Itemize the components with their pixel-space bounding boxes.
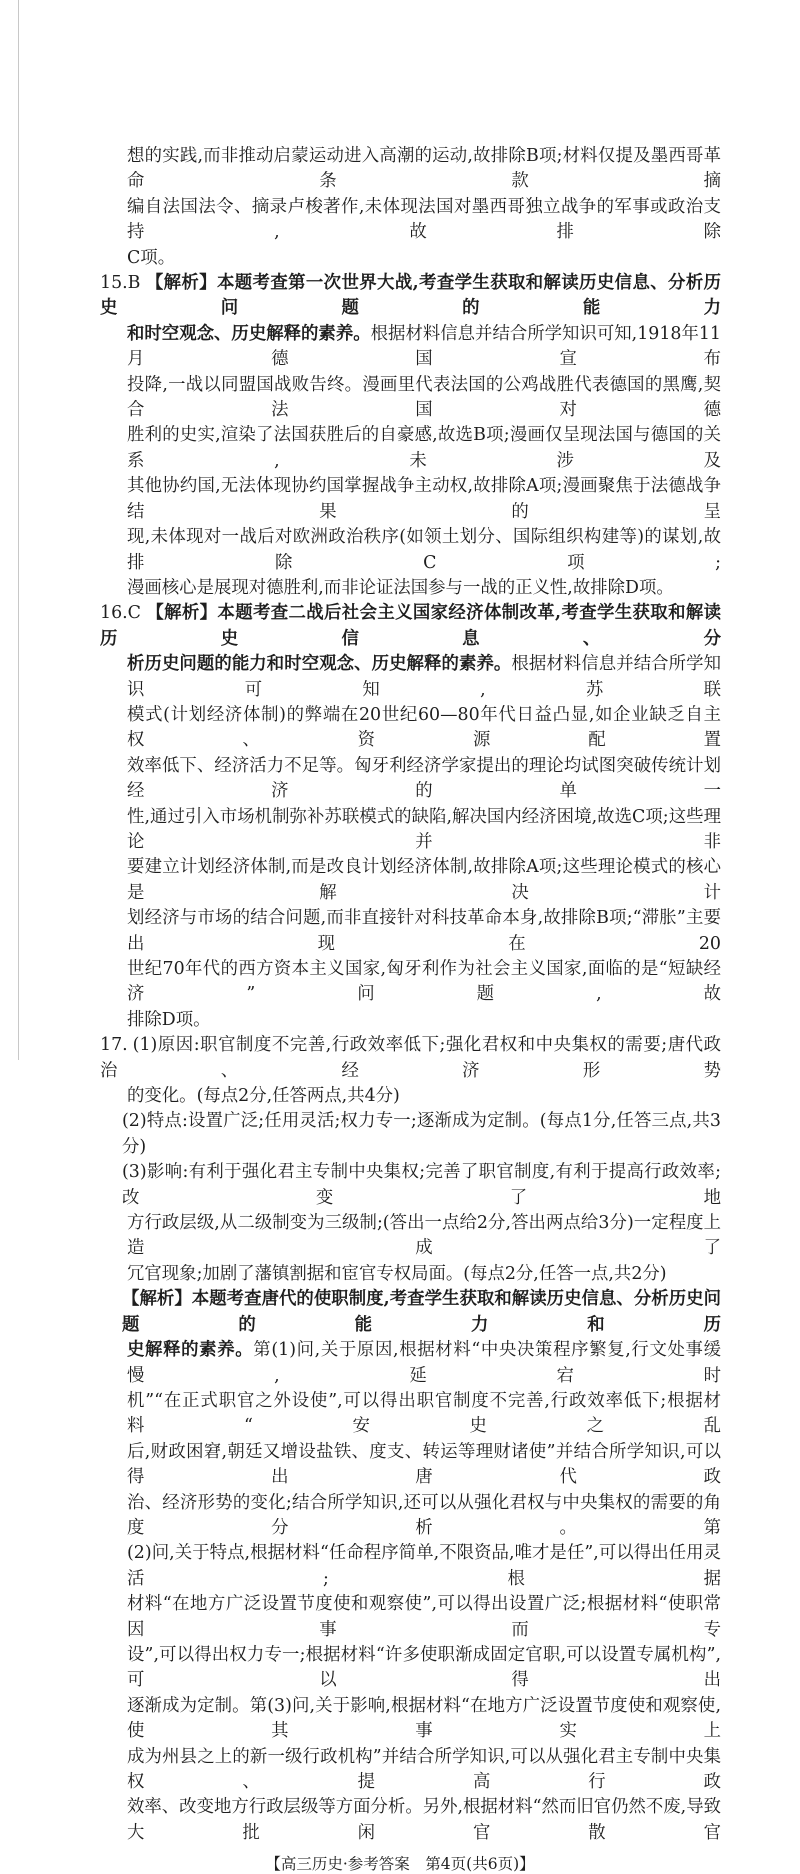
body-text: 机”“在正式职官之外设使”,可以得出职官制度不完善,行政效率低下;根据材料“安史之乱 [127,1390,721,1437]
text-line [127,525,721,576]
body-text: 编自法国法令、摘录卢梭著作,未体现法国对墨西哥独立战争的军事或政治支持,故排除 [127,196,721,243]
question-number: 17. [100,1035,128,1056]
text-line [127,246,721,271]
question-number: 15.B [100,273,141,294]
text-line [100,271,721,322]
page-footer: 【高三历史·参考答案 第4页(共6页)】 [265,1855,535,1873]
text-line [127,1745,721,1796]
body-text: C项。 [127,247,176,268]
body-text: 设”,可以得出权力专一;根据材料“许多使职渐成固定官职,可以设置专属机构”,可以得出 [127,1644,721,1691]
text-line [127,1211,721,1262]
text-line [127,576,721,601]
text-line [127,373,721,424]
text-line [127,1694,721,1745]
bold-analysis-text: 【解析】本题考查二战后社会主义国家经济体制改革,考查学生获取和解读历史信息、分 [100,603,721,649]
text-line [127,1008,721,1033]
body-text: 性,通过引入市场机制弥补苏联模式的缺陷,解决国内经济困境,故选C项;这些理论并非 [127,806,721,852]
text-line [127,474,721,525]
body-text: 投降,一战以同盟国战败告终。漫画里代表法国的公鸡战胜代表德国的黑鹰,契合法国对德 [127,374,721,421]
text-line [127,1440,721,1491]
text-line [122,1287,721,1338]
body-text: 逐渐成为定制。第(3)问,关于影响,根据材料“在地方广泛设置节度使和观察使,使其事实上 [127,1695,721,1742]
body-text: 材料“在地方广泛设置节度使和观察使”,可以得出设置广泛;根据材料“使职常因事而专 [127,1594,721,1640]
body-text: 世纪70年代的西方资本主义国家,匈牙利作为社会主义国家,面临的是“短缺经济”问题,故 [127,959,721,1005]
text-line [127,322,721,373]
text-line [127,1795,721,1846]
text-line [127,652,721,703]
text-line [127,855,721,906]
body-text: 想的实践,而非推动启蒙运动进入高潮的运动,故排除B项;材料仅提及墨西哥革命条款摘 [127,146,721,192]
body-text: 根据材料信息并结合所学知识可知,1918年11月德国宣布 [127,323,721,370]
body-text: (1)原因:职官制度不完善,行政效率低下;强化君权和中央集权的需要;唐代政治、经济形势 [100,1035,721,1081]
body-text: 治、经济形势的变化;结合所学知识,还可以从强化君权与中央集权的需要的角度分析。第 [127,1492,721,1538]
body-text: 其他协约国,无法体现协约国掌握战争主动权,故排除A项;漫画聚焦于法德战争结果的呈 [127,476,721,522]
body-text: (3)影响:有利于强化君主专制中央集权;完善了职官制度,有利于提高行政效率;改变了地 [122,1162,721,1208]
body-text: 的变化。(每点2分,任答两点,共4分) [127,1086,400,1107]
text-line [122,1109,721,1160]
text-line [127,1338,721,1389]
text-line [127,805,721,856]
text-line [100,1033,721,1084]
body-text: 要建立计划经济体制,而是改良计划经济体制,故排除A项;这些理论模式的核心是解决计 [127,857,721,903]
text-line [127,906,721,957]
bold-analysis-text: 和时空观念、历史解释的素养。 [127,323,371,344]
bold-analysis-text: 析历史问题的能力和时空观念、历史解释的素养。 [127,654,512,675]
body-text: 排除D项。 [127,1009,211,1030]
body-text: 第(1)问,关于原因,根据材料“中央决策程序繁复,行文处事缓慢,延宕时 [127,1340,721,1386]
text-line [127,1491,721,1542]
bold-analysis-text: 【解析】本题考查唐代的使职制度,考查学生获取和解读历史信息、分析历史问题的能力和历 [122,1289,721,1335]
text-line [127,1541,721,1592]
text-line [127,754,721,805]
body-text: 模式(计划经济体制)的弊端在20世纪60—80年代日益凸显,如企业缺乏自主权、资源配置 [127,704,721,751]
text-line [127,1592,721,1643]
body-text: 根据材料信息并结合所学知识可知,苏联 [127,654,721,700]
body-text: 效率、改变地方行政层级等方面分析。另外,根据材料“然而旧官仍然不废,导致大批闲官散官 [127,1797,721,1843]
text-line [127,1389,721,1440]
text-line [100,601,721,652]
body-text: (2)问,关于特点,根据材料“任命程序简单,不限资品,唯才是任”,可以得出任用灵活;根据 [127,1543,721,1589]
text-line [127,423,721,474]
body-text: 方行政层级,从二级制变为三级制;(答出一点给2分,答出两点给3分)一定程度上造成了 [127,1213,721,1259]
body-text: 胜利的史实,渲染了法国获胜后的自豪感,故选B项;漫画仅呈现法国与德国的关系,未涉及 [127,425,721,471]
text-line [122,1160,721,1211]
text-line [127,1084,721,1109]
body-text: (2)特点:设置广泛;任用灵活;权力专一;逐渐成为定制。(每点1分,任答三点,共3分) [122,1111,721,1157]
text-line [127,1643,721,1694]
text-line [127,195,721,246]
body-text: 后,财政困窘,朝廷又增设盐铁、度支、转运等理财诸使”并结合所学知识,可以得出唐代政 [127,1441,721,1488]
body-text: 成为州县之上的新一级行政机构”并结合所学知识,可以从强化君主专制中央集权、提高行政 [127,1746,721,1792]
body-text: 划经济与市场的结合问题,而非直接针对科技革命本身,故排除B项;“滞胀”主要出现在20 [127,908,721,954]
body-text: 漫画核心是展现对德胜利,而非论证法国参与一战的正义性,故排除D项。 [127,577,674,598]
text-line [127,1262,721,1287]
bold-analysis-text: 史解释的素养。 [127,1340,254,1361]
body-text: 效率低下、经济活力不足等。匈牙利经济学家提出的理论均试图突破传统计划经济的单一 [127,755,721,802]
answer-text-body [0,144,800,1846]
text-line [127,144,721,195]
text-line [127,703,721,754]
question-number: 16.C [100,603,141,624]
body-text: 冗官现象;加剧了藩镇割据和宦官专权局面。(每点2分,任答一点,共2分) [127,1263,667,1284]
bold-analysis-text: 【解析】本题考查第一次世界大战,考查学生获取和解读历史信息、分析历史问题的能力 [100,273,721,319]
body-text: 现,未体现对一战后对欧洲政治秩序(如领土划分、国际组织构建等)的谋划,故排除C项; [127,527,721,573]
text-line [127,957,721,1008]
